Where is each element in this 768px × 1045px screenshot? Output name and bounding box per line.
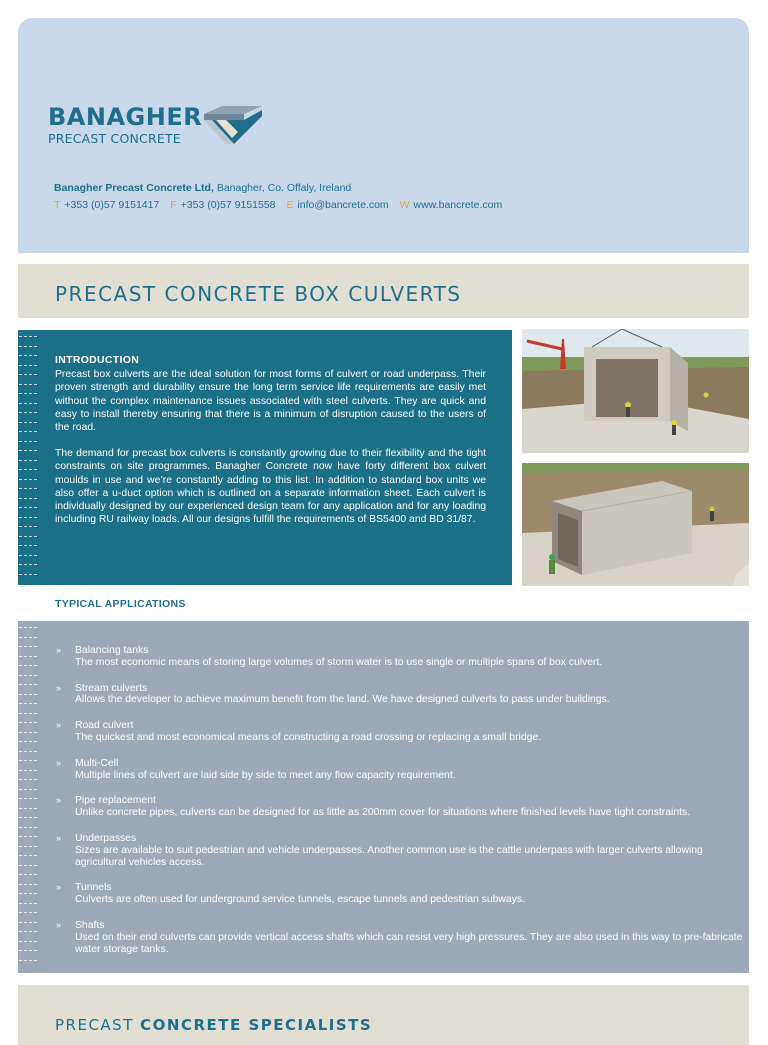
email-label: E [286,199,294,211]
title-band [18,264,749,318]
list-item [56,683,746,707]
bullet-icon: » [56,919,62,930]
application-title: Pipe replacement [75,795,156,807]
culvert-lifting-photo [522,329,749,453]
email-link[interactable]: info@bancrete.com [297,199,389,211]
company-location: Banagher, Co. Offaly, Ireland [216,182,352,194]
list-item [56,758,746,782]
bullet-icon: » [56,832,62,843]
brand-subtitle: PRECAST CONCRETE [48,131,181,146]
letterhead [18,18,749,253]
brand-logo-text [48,104,202,146]
list-item [56,920,746,955]
applications-heading: TYPICAL APPLICATIONS [55,598,186,610]
application-text: Used on their end culverts can provide vertical access shafts which can resist very high pressures. They are also used in this way to pre-fabricate water storage tanks. [75,931,743,955]
introduction-heading: INTRODUCTION [55,354,140,366]
application-text: The most economic means of storing large volumes of storm water is to use single or multiple spans of box culvert. [75,656,603,668]
introduction-paragraph-2: The demand for precast box culverts is constantly growing due to their flexibility and the tight constraints on site programmes. Banagher Concrete now have forty different box culvert moulds in use and we’re constantly adding to this list. In addition to standard box units we also offer a u-duct option which is outlined on a separate information sheet. Each culvert is individually designed by our experienced design team for any application and for any loading including RU railway loads. All our designs fulfill the requirements of BS5400 and BD 31/87. [55,448,486,526]
application-title: Balancing tanks [75,645,149,656]
introduction-paragraph-1: Precast box culverts are the ideal solution for most forms of culvert or road underpass. Their proven strength and durability ensure the long term service life requirements are easily met without the complex maintenance issues associated with steel culverts. They are quick and easy to install thereby ensuring that there is a minimum of disruption caused to the users of the road. [55,369,486,434]
list-item [56,795,746,819]
bullet-icon: » [56,682,62,693]
bullet-icon: » [56,882,62,893]
application-title: Shafts [75,919,105,931]
application-title: Stream culverts [75,682,148,694]
fax-number: +353 (0)57 9151558 [180,199,276,211]
application-text: Culverts are often used for underground service tunnels, escape tunnels and pedestrian subways. [75,894,525,906]
applications-list [56,645,746,955]
list-item [56,720,746,744]
application-title: Multi-Cell [75,757,119,769]
bullet-icon: » [56,795,62,806]
application-title: Tunnels [75,882,112,894]
dash-margin [18,336,38,580]
application-title: Road culvert [75,720,134,732]
phone-number: +353 (0)57 9151417 [64,199,160,211]
application-text: Unlike concrete pipes, culverts can be designed for as little as 200mm cover for situations where finished levels have tight constraints. [75,807,691,819]
application-text: Multiple lines of culvert are laid side by side to meet any flow capacity requirement. [75,769,456,781]
contact-line [54,197,502,214]
list-item [56,833,746,868]
web-label: W [399,199,410,211]
fax-label: F [170,199,177,211]
introduction-body [55,354,486,539]
contact-details [54,180,502,214]
company-line [54,180,502,197]
phone-label: T [54,199,61,211]
footer-band [18,985,749,1045]
culvert-installed-photo [522,463,749,586]
introduction-panel [18,330,512,585]
company-name: Banagher Precast Concrete Ltd, [54,182,214,194]
application-text: The quickest and most economical means of constructing a road crossing or replacing a small bridge. [75,731,542,743]
brand-name: BANAGHER [48,103,203,131]
list-item [56,645,746,669]
website-link[interactable]: www.bancrete.com [413,199,503,211]
application-title: Underpasses [75,832,137,844]
list-item [56,882,746,906]
footer-tagline [55,1016,372,1034]
dash-margin [18,627,38,967]
application-text: Allows the developer to achieve maximum benefit from the land. We have designed culverts to pass under buildings. [75,694,610,706]
applications-panel [18,621,749,973]
page-title: PRECAST CONCRETE BOX CULVERTS [55,282,462,306]
footer-tagline-prefix: PRECAST [55,1016,134,1034]
footer-tagline-bold: CONCRETE SPECIALISTS [140,1016,373,1034]
application-text: Sizes are available to suit pedestrian and vehicle underpasses. Another common use is the cattle underpass with larger culverts allowing agricultural vehicles access. [75,844,703,868]
logo-icon [202,104,264,148]
bullet-icon: » [56,645,62,655]
bullet-icon: » [56,757,62,768]
bullet-icon: » [56,720,62,731]
